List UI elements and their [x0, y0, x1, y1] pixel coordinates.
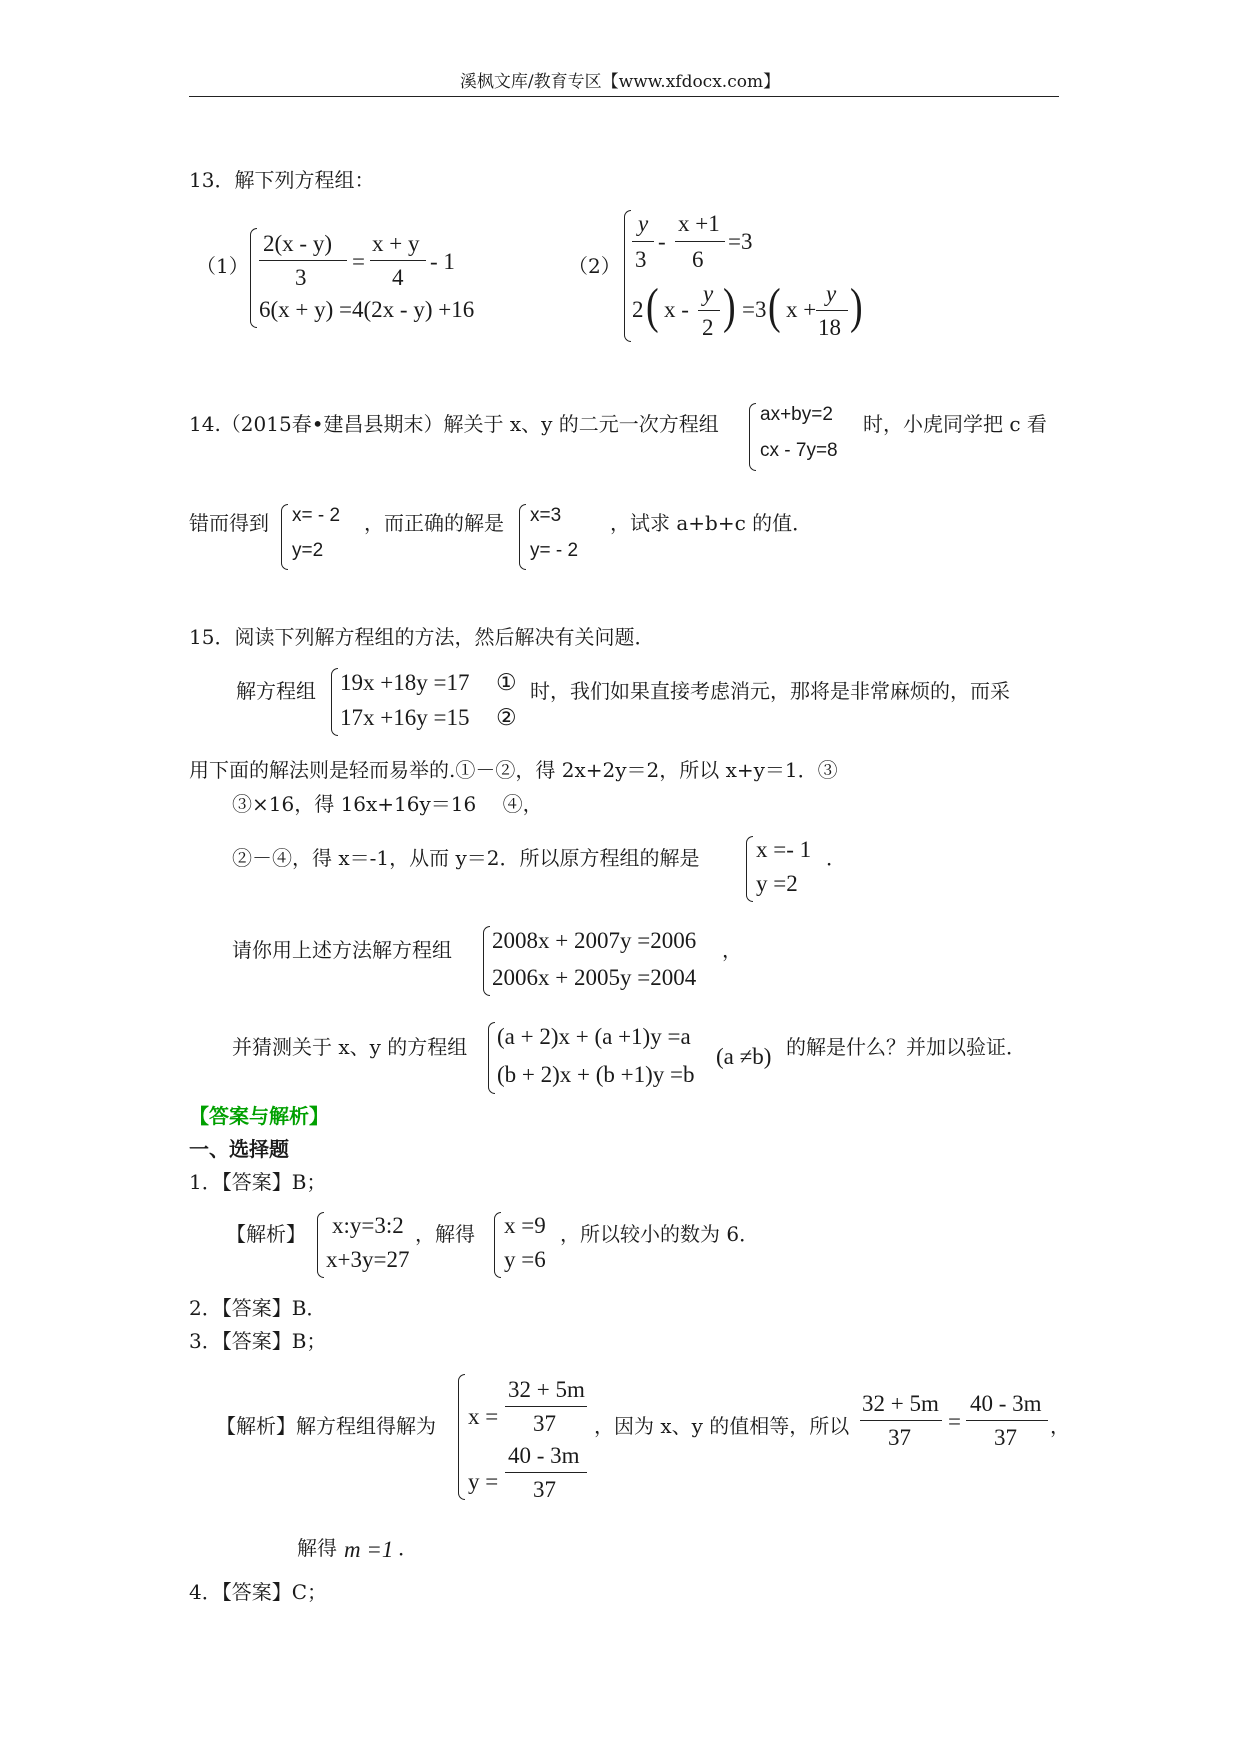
- answer-3-f-eq: =: [948, 1409, 961, 1434]
- answer-3-y-label: y =: [468, 1469, 499, 1494]
- fraction-bar: [698, 310, 720, 311]
- q14-wrong-y: y=2: [292, 540, 324, 561]
- q15-ask2-cond: (a ≠b): [716, 1044, 772, 1069]
- q13-s2-a-den: 3: [635, 247, 647, 272]
- q14-right-x: x=3: [530, 505, 562, 526]
- answer-1-exp-label: 【解析】: [226, 1222, 306, 1246]
- answer-3-y-num: 40 - 3m: [508, 1443, 580, 1468]
- answer-3-exp: 【解析】解方程组得解为: [216, 1414, 436, 1438]
- fraction-bar: [505, 1406, 587, 1407]
- q13-s2-c-num2: y: [826, 281, 837, 306]
- brace: [483, 926, 490, 996]
- answer-3-f1-num: 32 + 5m: [862, 1391, 939, 1416]
- answer-3-f2-num: 40 - 3m: [970, 1391, 1042, 1416]
- brace: [494, 1212, 501, 1278]
- answer-1-mid: ，解得: [415, 1222, 475, 1246]
- q15-ask2: 并猜测关于 x、y 的方程组: [232, 1035, 468, 1059]
- q13-s2-c-eq: =3: [742, 297, 767, 322]
- q13-s1-den1: 3: [295, 265, 307, 290]
- q13-s2-a-tail: =3: [728, 229, 753, 254]
- q14-system-line2: cx - 7y=8: [760, 440, 838, 461]
- answer-1-res-y: y =6: [504, 1247, 546, 1272]
- brace: [519, 504, 526, 570]
- q14-wrong-x: x= - 2: [292, 505, 341, 526]
- answer-1: 1．【答案】B；: [189, 1170, 327, 1194]
- fraction-bar: [370, 260, 426, 261]
- q13-s2-c-x2: x +: [786, 297, 817, 322]
- answer-3-x-den: 37: [533, 1411, 556, 1436]
- q13-s2-c-den: 2: [702, 315, 714, 340]
- q13-part1-label: （1）: [196, 254, 249, 278]
- q13-s1-num1: 2(x - y): [263, 231, 332, 256]
- q13-title: 13．解下列方程组：: [189, 168, 375, 192]
- q14-line1-pre: 14.（2015春•建昌县期末）解关于 x、y 的二元一次方程组: [189, 412, 719, 436]
- q13-s2-b-num: x +1: [678, 211, 720, 236]
- q13-s1-den2: 4: [392, 265, 404, 290]
- q15-eq2-circle: ②: [496, 705, 517, 730]
- answer-1-end: ，所以较小的数为 6．: [560, 1222, 760, 1246]
- answer-1-sys-line1: x:y=3:2: [332, 1213, 404, 1238]
- q15-ask1: 请你用上述方法解方程组: [232, 938, 452, 962]
- q14-line2-b: ，而正确的解是: [364, 511, 504, 535]
- paren-left: (: [646, 279, 659, 335]
- fraction-bar: [259, 260, 347, 261]
- q13-part2-label: （2）: [568, 254, 621, 278]
- fraction-bar: [966, 1420, 1048, 1421]
- q15-title: 15．阅读下列解方程组的方法，然后解决有关问题．: [189, 625, 655, 649]
- q15-line2: 用下面的解法则是轻而易举的.①－②，得 2x+2y＝2，所以 x+y＝1．③: [189, 758, 838, 782]
- answer-3-f1-den: 37: [888, 1425, 911, 1450]
- answers-section-title: 一、选择题: [189, 1137, 289, 1161]
- q13-s1-line2: 6(x + y) =4(2x - y) +16: [259, 297, 475, 322]
- q13-s2-c-den2: 18: [818, 315, 841, 340]
- fraction-bar: [675, 241, 725, 242]
- q13-s1-eq: =: [352, 249, 365, 274]
- q15-eq2: 17x +16y =15: [340, 705, 470, 730]
- q15-ask2-eq2: (b + 2)x + (b +1)y =b: [497, 1062, 695, 1087]
- q14-line1-post: 时，小虎同学把 c 看: [863, 412, 1047, 436]
- paren-left: (: [768, 279, 781, 335]
- q15-ask1-eq2: 2006x + 2005y =2004: [492, 965, 697, 990]
- answer-4: 4．【答案】C；: [189, 1580, 328, 1604]
- page-header: 溪枫文库/教育专区【www.xfdocx.com】: [459, 72, 781, 92]
- fraction-bar: [816, 310, 848, 311]
- fraction-bar: [632, 241, 654, 242]
- q13-s2-c-2: 2: [632, 297, 644, 322]
- brace: [488, 1022, 495, 1094]
- answer-3-m-value: m =1: [344, 1537, 394, 1562]
- answer-1-res-x: x =9: [504, 1213, 546, 1238]
- answer-3: 3．【答案】B；: [189, 1329, 327, 1353]
- q15-intro-a: 解方程组: [236, 679, 316, 703]
- brace: [749, 403, 756, 471]
- paren-right: ): [723, 279, 736, 335]
- q14-system-line1: ax+by=2: [760, 404, 833, 425]
- q15-sol-end: ．: [826, 846, 846, 870]
- q15-ask1-end: ，: [722, 938, 742, 962]
- q13-s1-num2: x + y: [372, 231, 420, 256]
- answer-3-f2-den: 37: [994, 1425, 1017, 1450]
- brace: [458, 1374, 465, 1500]
- q13-s2-a-num: y: [638, 211, 649, 236]
- answer-2: 2．【答案】B．: [189, 1296, 327, 1320]
- brace: [624, 210, 631, 342]
- answer-3-m-end: ．: [398, 1536, 418, 1560]
- q14-line2-c: ，试求 a+b+c 的值．: [610, 511, 813, 535]
- brace: [317, 1212, 324, 1278]
- q15-eq1-circle: ①: [496, 670, 517, 695]
- q15-eq1: 19x +18y =17: [340, 670, 470, 695]
- answer-3-y-den: 37: [533, 1477, 556, 1502]
- q15-line4: ②－④，得 x＝-1，从而 y＝2．所以原方程组的解是: [232, 846, 700, 870]
- brace: [746, 836, 753, 902]
- answer-1-sys-line2: x+3y=27: [326, 1247, 410, 1272]
- brace: [250, 228, 257, 328]
- answer-3-x-num: 32 + 5m: [508, 1377, 585, 1402]
- q15-ask1-eq1: 2008x + 2007y =2006: [492, 928, 697, 953]
- answers-heading: 【答案与解析】: [189, 1104, 329, 1128]
- paren-right: ): [850, 279, 863, 335]
- q13-s1-tail: - 1: [430, 249, 455, 274]
- q15-ask2-eq1: (a + 2)x + (a +1)y =a: [497, 1024, 691, 1049]
- fraction-bar: [505, 1472, 587, 1473]
- fraction-bar: [860, 1420, 942, 1421]
- brace: [281, 504, 288, 570]
- answer-3-solve-label: 解得: [297, 1536, 337, 1560]
- q13-s2-b-den: 6: [692, 247, 704, 272]
- q13-s2-minus: -: [658, 229, 666, 254]
- q15-line3: ③×16，得 16x+16y＝16 ④，: [232, 792, 543, 816]
- q14-right-y: y= - 2: [530, 540, 579, 561]
- q15-ask2-end: 的解是什么？并加以验证．: [786, 1035, 1026, 1059]
- header-rule: [189, 96, 1059, 97]
- q13-s2-c-num: y: [703, 281, 714, 306]
- answer-3-f-end: ，: [1050, 1414, 1070, 1438]
- answer-3-x-label: x =: [468, 1404, 499, 1429]
- q15-sol-y: y =2: [756, 871, 798, 896]
- q13-s2-c-x: x -: [664, 297, 689, 322]
- q14-line2-a: 错而得到: [189, 511, 269, 535]
- q15-sol-x: x =- 1: [756, 837, 812, 862]
- answer-3-mid: ，因为 x、y 的值相等，所以: [594, 1414, 850, 1438]
- brace: [331, 668, 338, 736]
- q15-intro-b: 时，我们如果直接考虑消元，那将是非常麻烦的，而采: [530, 679, 1010, 703]
